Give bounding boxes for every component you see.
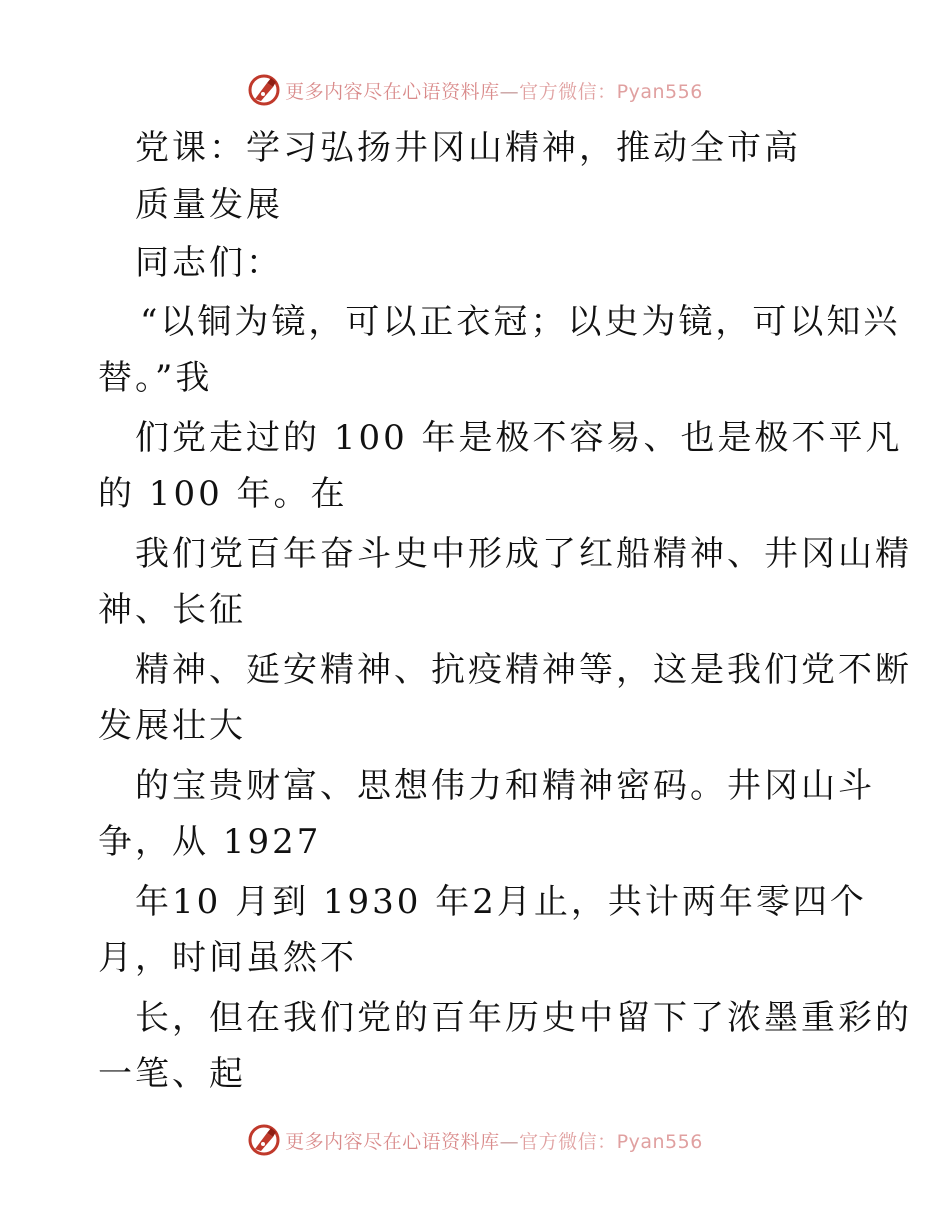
paragraph-line: 年10 月到 1930 年2月止，共计两年零四个 [135,882,867,922]
watermark-contact: 官方微信：Pyan556 [519,80,703,103]
salutation: 同志们： [135,243,283,283]
paragraph-line: “以铜为镜，可以正衣冠；以史为镜，可以知兴 [140,302,901,342]
watermark-separator: — [499,1130,520,1153]
paragraph-line: 神、长征 [98,590,246,630]
watermark-contact: 官方微信：Pyan556 [519,1130,703,1153]
paragraph-line: 替。”我 [98,358,213,398]
pen-nib-logo-icon [247,1123,281,1157]
watermark-text: 更多内容尽在心语资料库 [285,80,500,103]
paragraph-line: 长，但在我们党的百年历史中留下了浓墨重彩的 [135,998,912,1038]
paragraph-line: 发展壮大 [98,706,246,746]
document-title-line-1: 党课：学习弘扬井冈山精神，推动全市高 [135,128,801,168]
paragraph-line: 的宝贵财富、思想伟力和精神密码。井冈山斗 [135,766,875,806]
paragraph-line: 一笔、起 [98,1054,246,1094]
paragraph-line: 争，从 1927 [98,822,322,862]
footer-watermark [0,1120,950,1160]
paragraph-line: 月，时间虽然不 [98,938,357,978]
paragraph-line: 的 100 年。在 [98,474,348,514]
paragraph-line: 精神、延安精神、抗疫精神等，这是我们党不断 [135,650,912,690]
paragraph-line: 们党走过的 100 年是极不容易、也是极不平凡 [135,418,903,458]
document-title-line-2: 质量发展 [135,185,283,225]
watermark-text: 更多内容尽在心语资料库 [285,1130,500,1153]
paragraph-line: 我们党百年奋斗史中形成了红船精神、井冈山精 [135,534,912,574]
watermark-separator: — [499,80,520,103]
